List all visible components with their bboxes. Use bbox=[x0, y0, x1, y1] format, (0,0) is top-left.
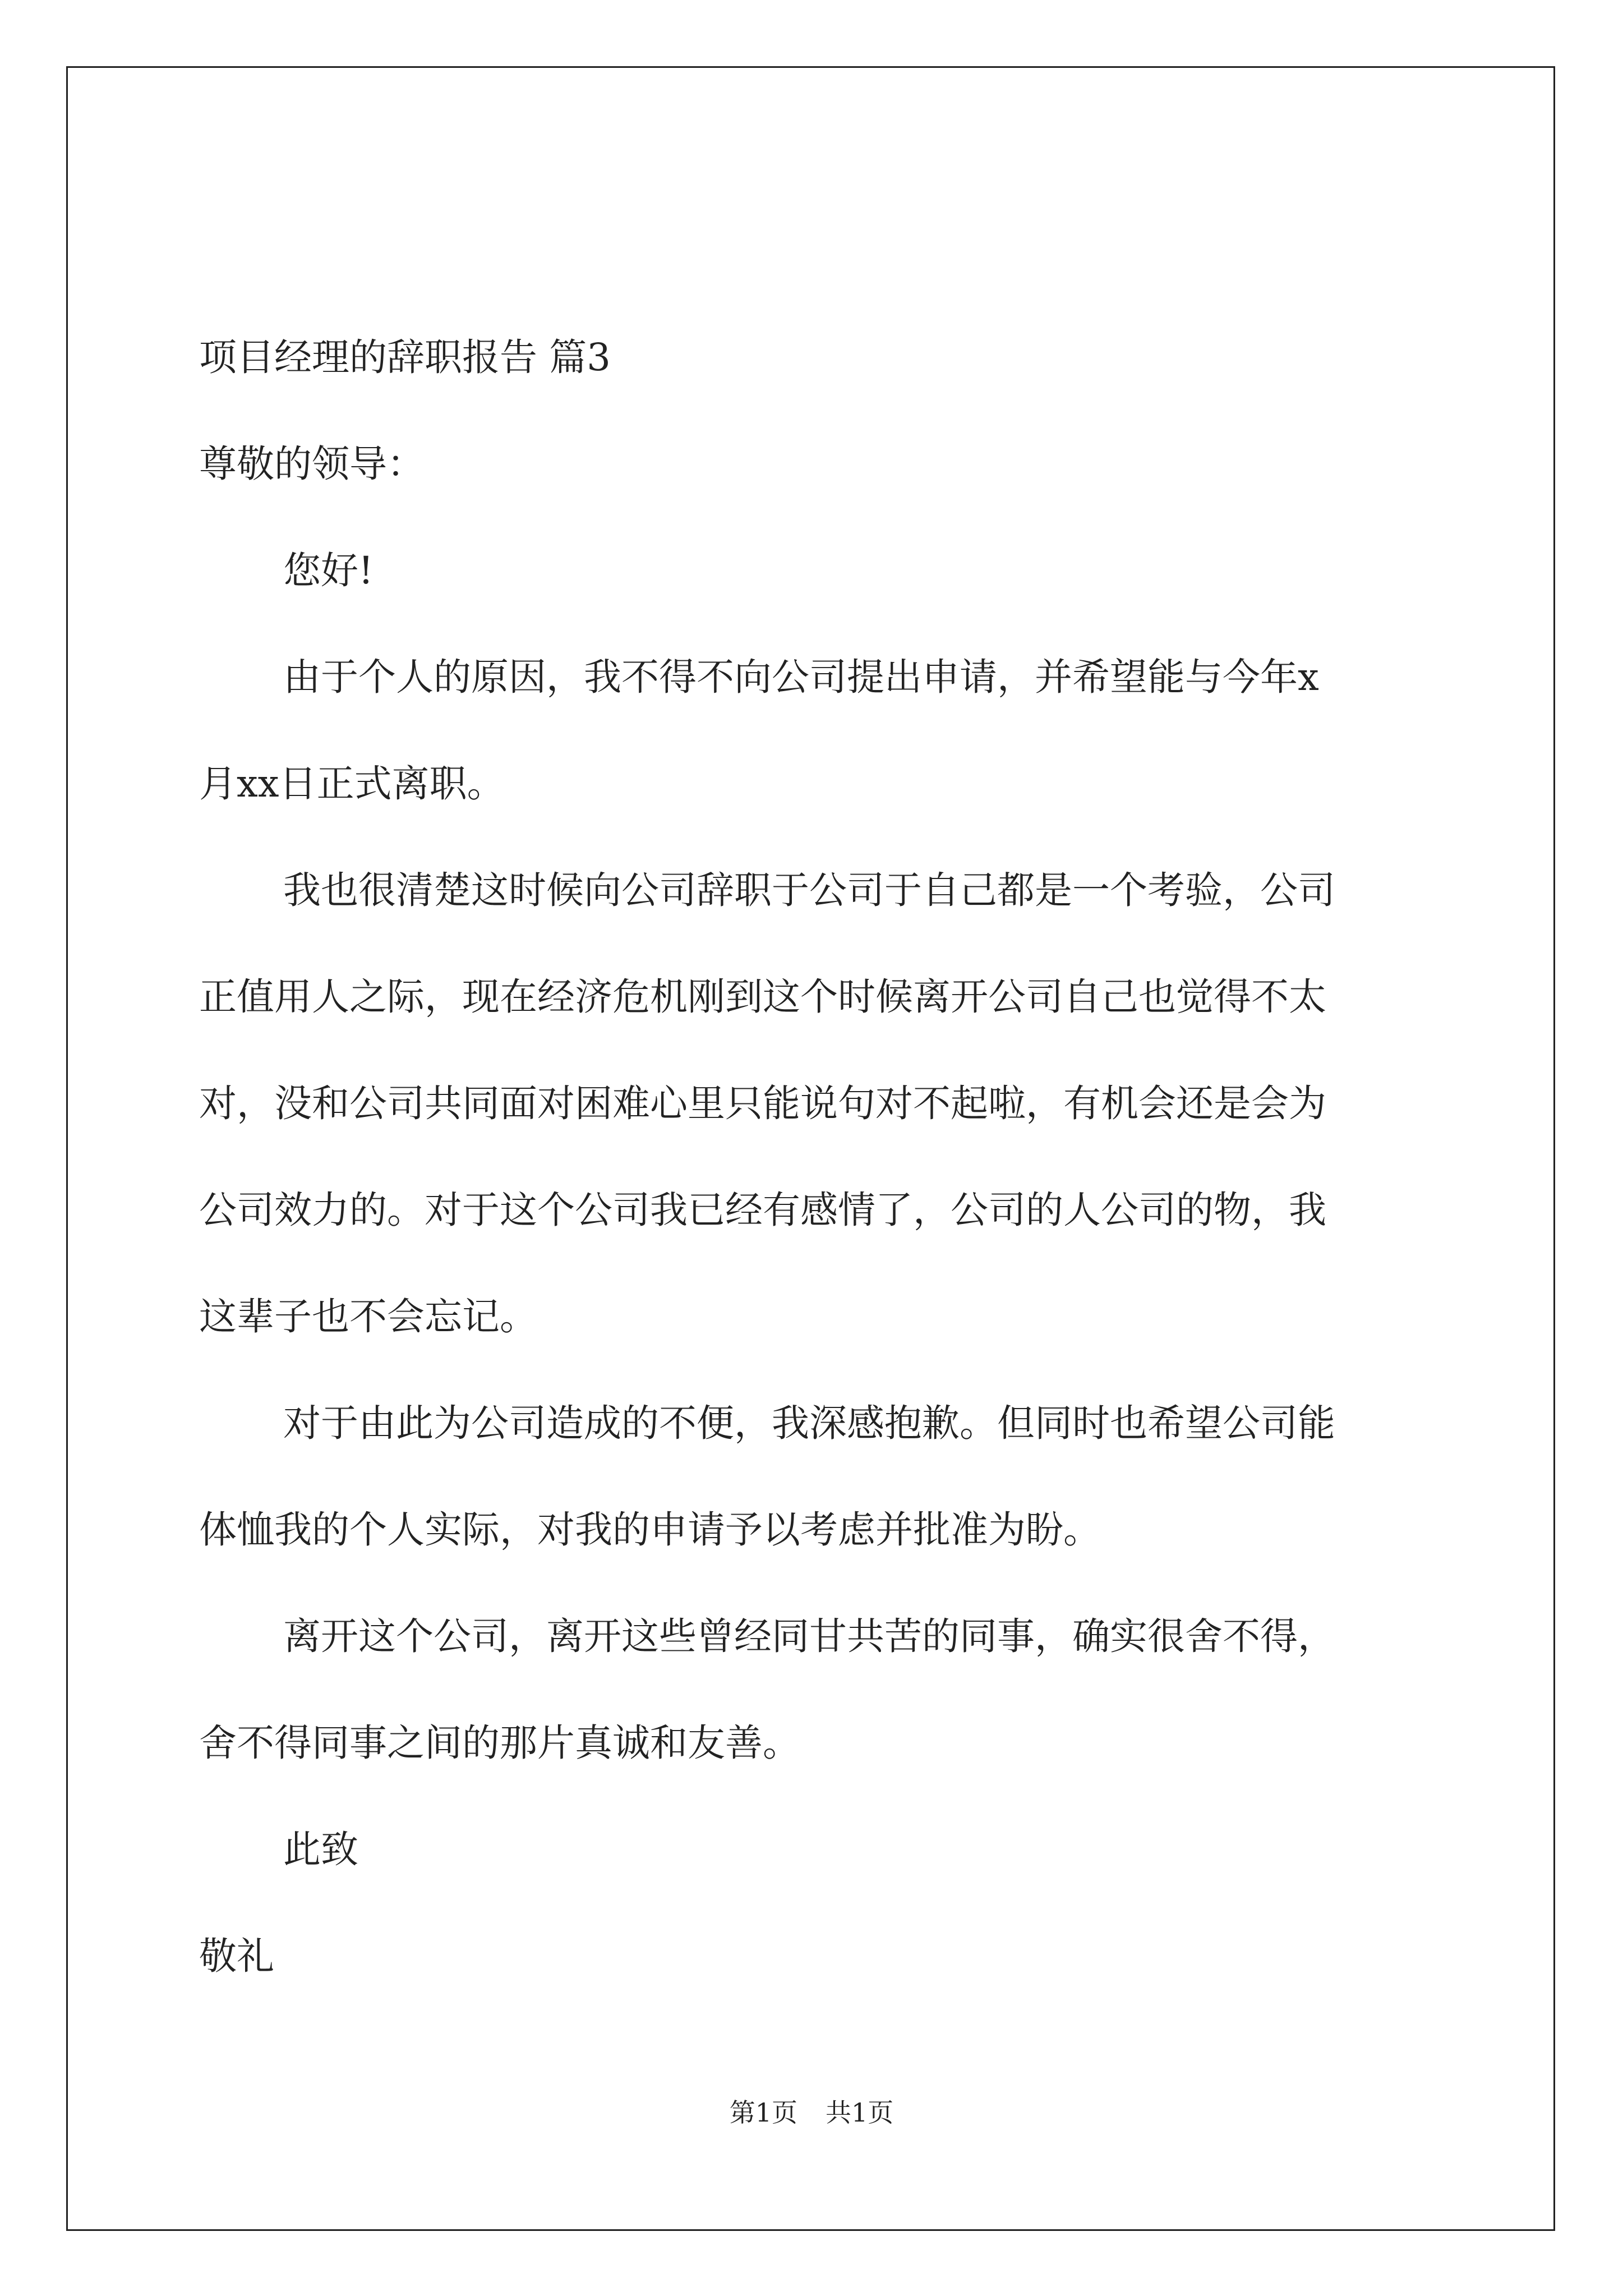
paragraph-3-line-1: 对于由此为公司造成的不便，我深感抱歉。但同时也希望公司能 bbox=[283, 1401, 1335, 1445]
page-current: 第1页 bbox=[729, 2097, 797, 2128]
paragraph-4-line-2: 舍不得同事之间的那片真诚和友善。 bbox=[199, 1721, 800, 1765]
paragraph-1-line-1: 由于个人的原因，我不得不向公司提出申请，并希望能与今年x bbox=[283, 655, 1319, 699]
paragraph-4-line-1: 离开这个公司，离开这些曾经同甘共苦的同事，确实很舍不得， bbox=[283, 1614, 1335, 1658]
regards: 敬礼 bbox=[199, 1934, 274, 1978]
salutation: 尊敬的领导： bbox=[199, 442, 425, 486]
paragraph-2-line-3: 对，没和公司共同面对困难心里只能说句对不起啦，有机会还是会为 bbox=[199, 1082, 1326, 1125]
paragraph-2-line-1: 我也很清楚这时候向公司辞职于公司于自己都是一个考验，公司 bbox=[283, 868, 1335, 912]
paragraph-2-line-2: 正值用人之际，现在经济危机刚到这个时候离开公司自己也觉得不太 bbox=[199, 975, 1326, 1019]
paragraph-1-line-2: 月xx日正式离职。 bbox=[199, 762, 505, 806]
document-title: 项目经理的辞职报告 篇3 bbox=[199, 335, 611, 379]
paragraph-2-line-4: 公司效力的。对于这个公司我已经有感情了，公司的人公司的物，我 bbox=[199, 1188, 1326, 1232]
paragraph-2-line-5: 这辈子也不会忘记。 bbox=[199, 1295, 537, 1338]
page-border bbox=[66, 66, 1555, 2231]
paragraph-3-line-2: 体恤我的个人实际，对我的申请予以考虑并批准为盼。 bbox=[199, 1508, 1101, 1552]
greeting: 您好! bbox=[283, 549, 374, 592]
page-footer bbox=[0, 2092, 1623, 2129]
closing: 此致 bbox=[283, 1828, 358, 1871]
page-total: 共1页 bbox=[826, 2097, 894, 2128]
